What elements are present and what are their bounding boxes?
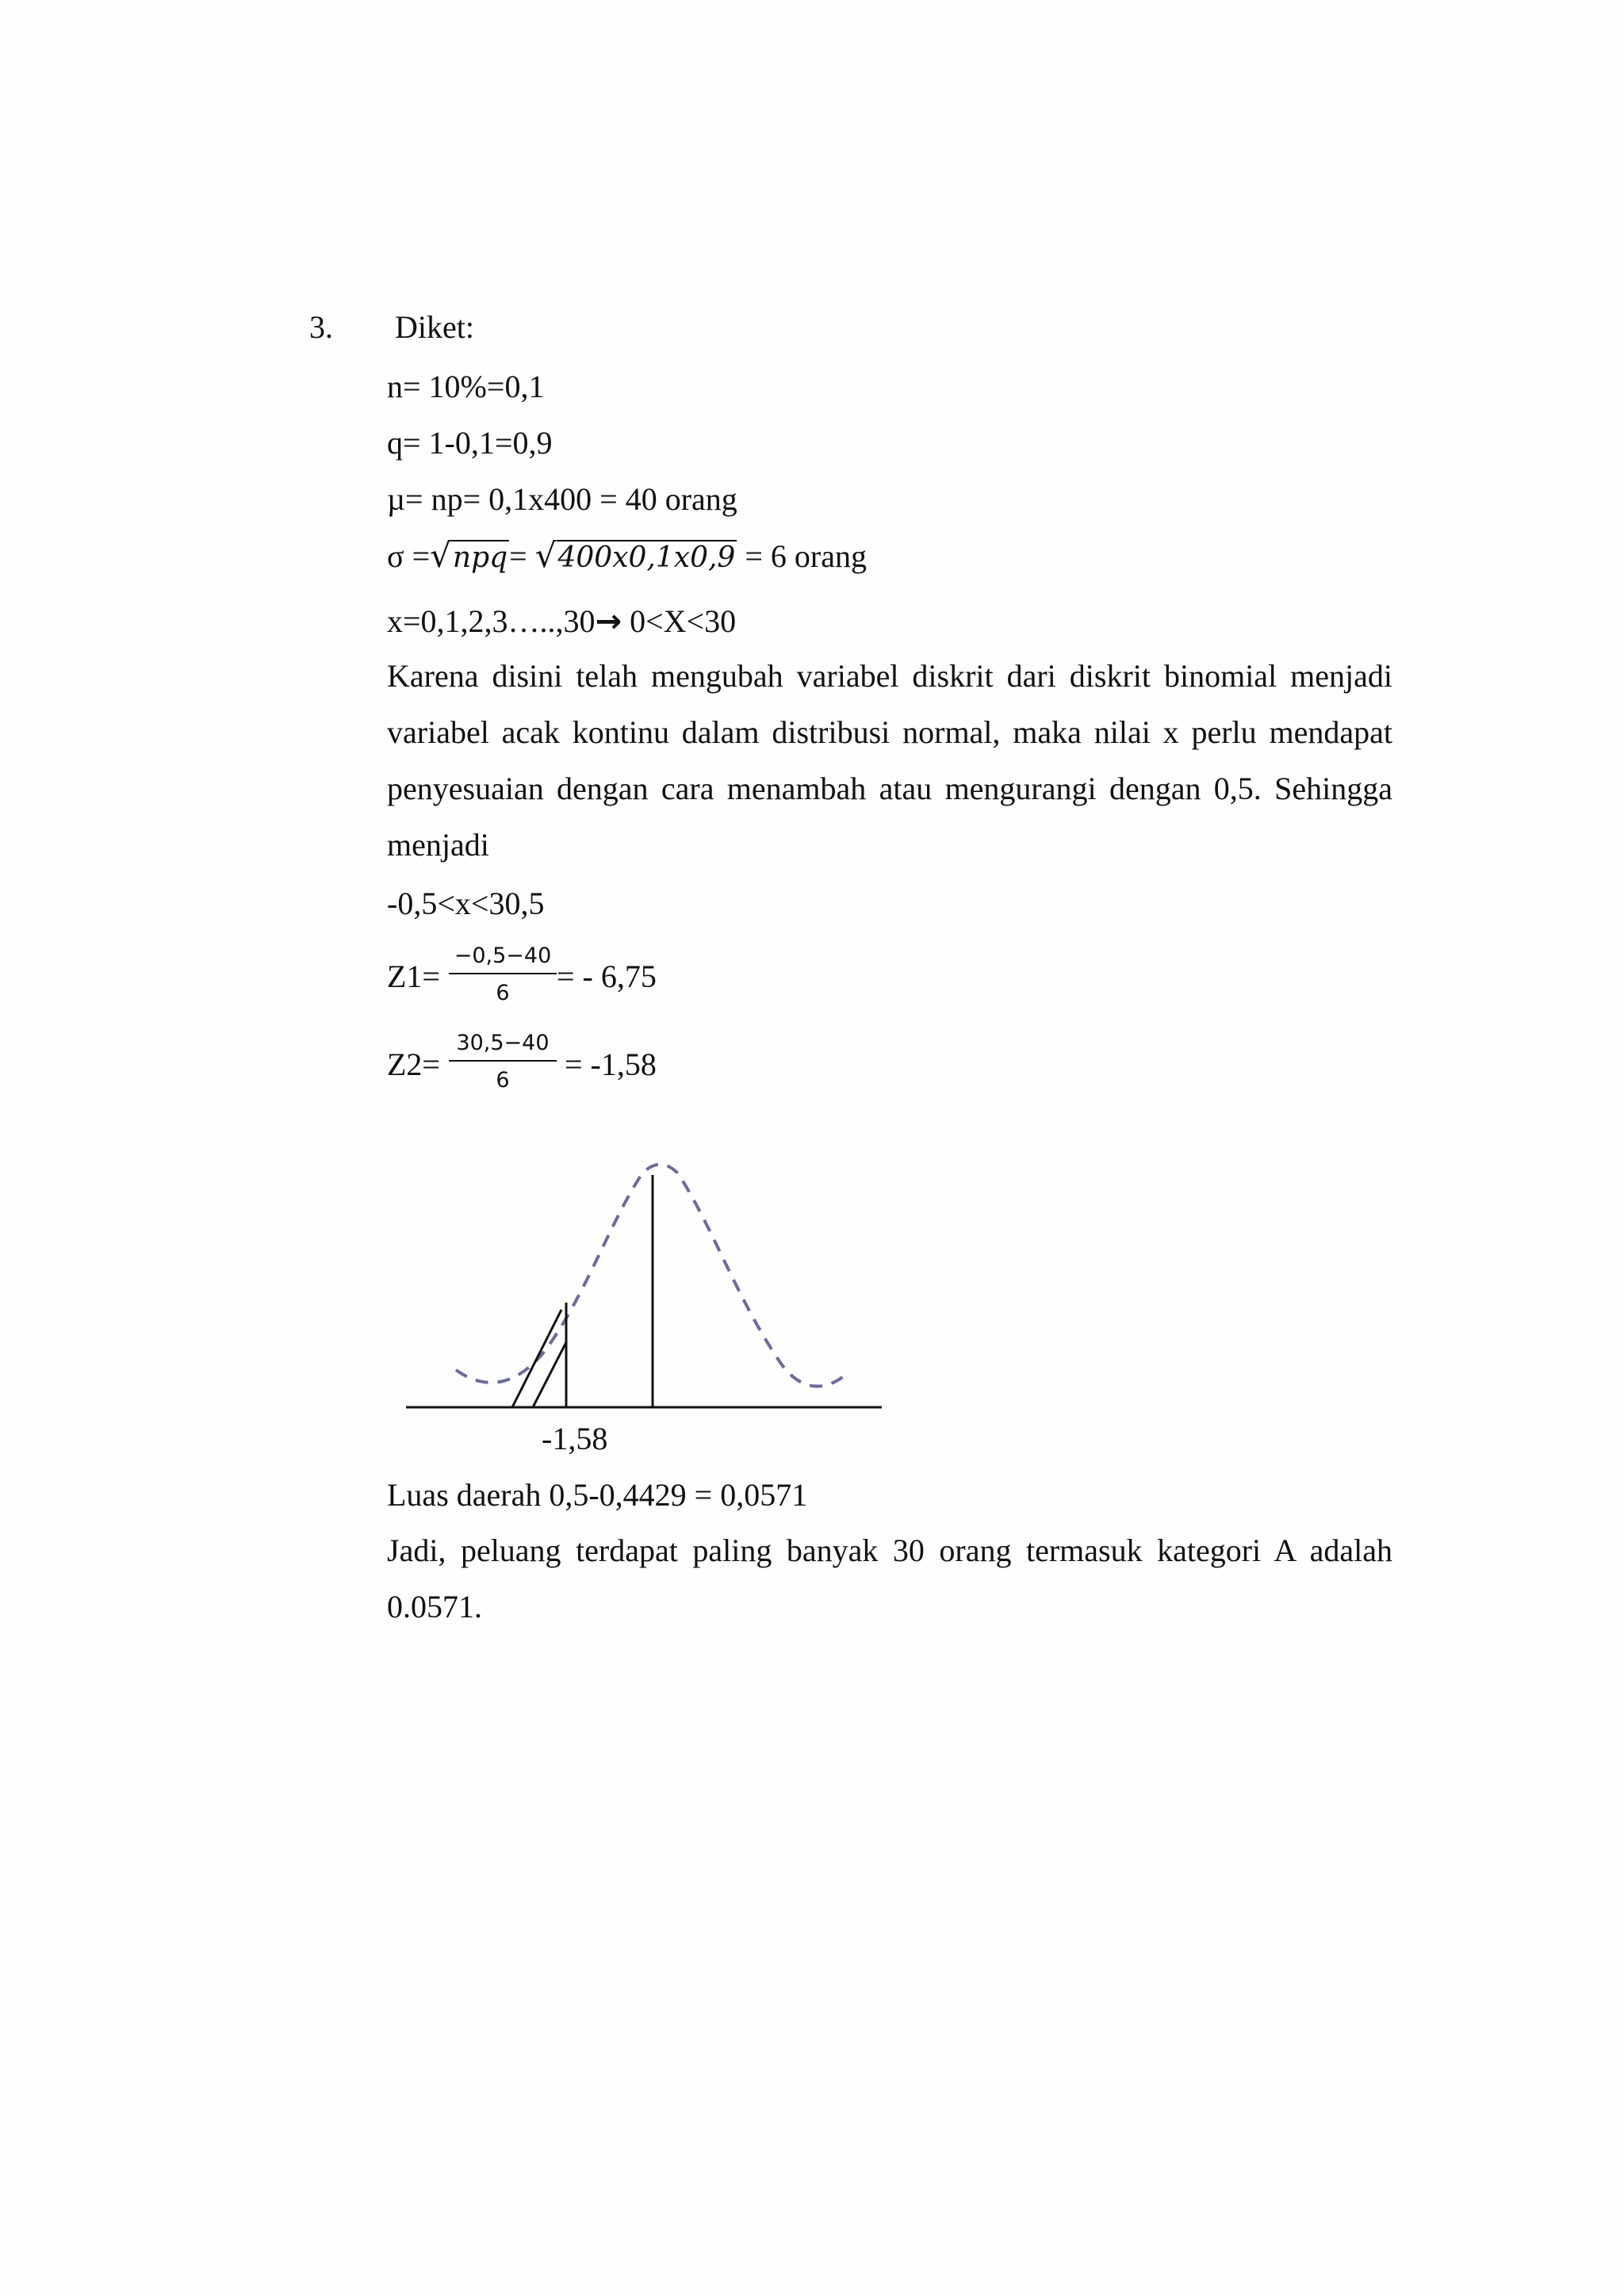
sigma-root2: 400x0,1x0,9 bbox=[557, 541, 736, 574]
item-number: 3. bbox=[309, 309, 333, 345]
explanation-paragraph: Karena disini telah mengubah variabel diskrit dari diskrit binomial menjadi variabel acak kontinu dalam distribusi normal, maka nilai x perlu mendapat penyesuaian dengan cara menambah atau mengurangi dengan 0,5. Sehingga menjadi bbox=[387, 658, 1392, 863]
heading-diket: Diket: bbox=[395, 309, 474, 345]
x-range: x=0,1,2,3…..,30 bbox=[387, 603, 596, 639]
sqrt-npq: √npq bbox=[430, 536, 508, 575]
z2-result: = -1,58 bbox=[565, 1047, 657, 1082]
arrow-icon: → bbox=[595, 603, 622, 640]
area-line: Luas daerah 0,5-0,4429 = 0,0571 bbox=[387, 1477, 808, 1513]
sqrt-values: √400x0,1x0,9 bbox=[534, 536, 736, 575]
shade-hatch-1 bbox=[512, 1310, 561, 1407]
sigma-prefix: σ = bbox=[387, 538, 431, 574]
sigma-root1: npq bbox=[452, 541, 508, 574]
corrected-range: -0,5<x<30,5 bbox=[387, 886, 545, 921]
shade-hatch-2 bbox=[533, 1342, 566, 1407]
z1-result: = - 6,75 bbox=[557, 959, 657, 994]
bell-curve bbox=[456, 1165, 845, 1387]
x-result: 0<X<30 bbox=[622, 603, 737, 639]
tick-label: -1,58 bbox=[542, 1421, 608, 1456]
z2-denominator: 6 bbox=[496, 1068, 510, 1093]
line-q: q= 1-0,1=0,9 bbox=[387, 425, 553, 461]
z2-numerator: 30,5−40 bbox=[449, 1031, 557, 1062]
z1-numerator: −0,5−40 bbox=[449, 943, 557, 974]
conclusion-paragraph: Jadi, peluang terdapat paling banyak 30 orang termasuk kategori A adalah 0.0571. bbox=[387, 1533, 1392, 1624]
sigma-eq: = bbox=[509, 538, 527, 574]
line-mu: µ= np= 0,1x400 = 40 orang bbox=[387, 481, 737, 517]
sigma-suffix: = 6 orang bbox=[737, 538, 867, 574]
z1-label: Z1= bbox=[387, 959, 440, 994]
z2-label: Z2= bbox=[387, 1047, 440, 1082]
z1-denominator: 6 bbox=[496, 981, 510, 1005]
line-n: n= 10%=0,1 bbox=[387, 369, 545, 404]
